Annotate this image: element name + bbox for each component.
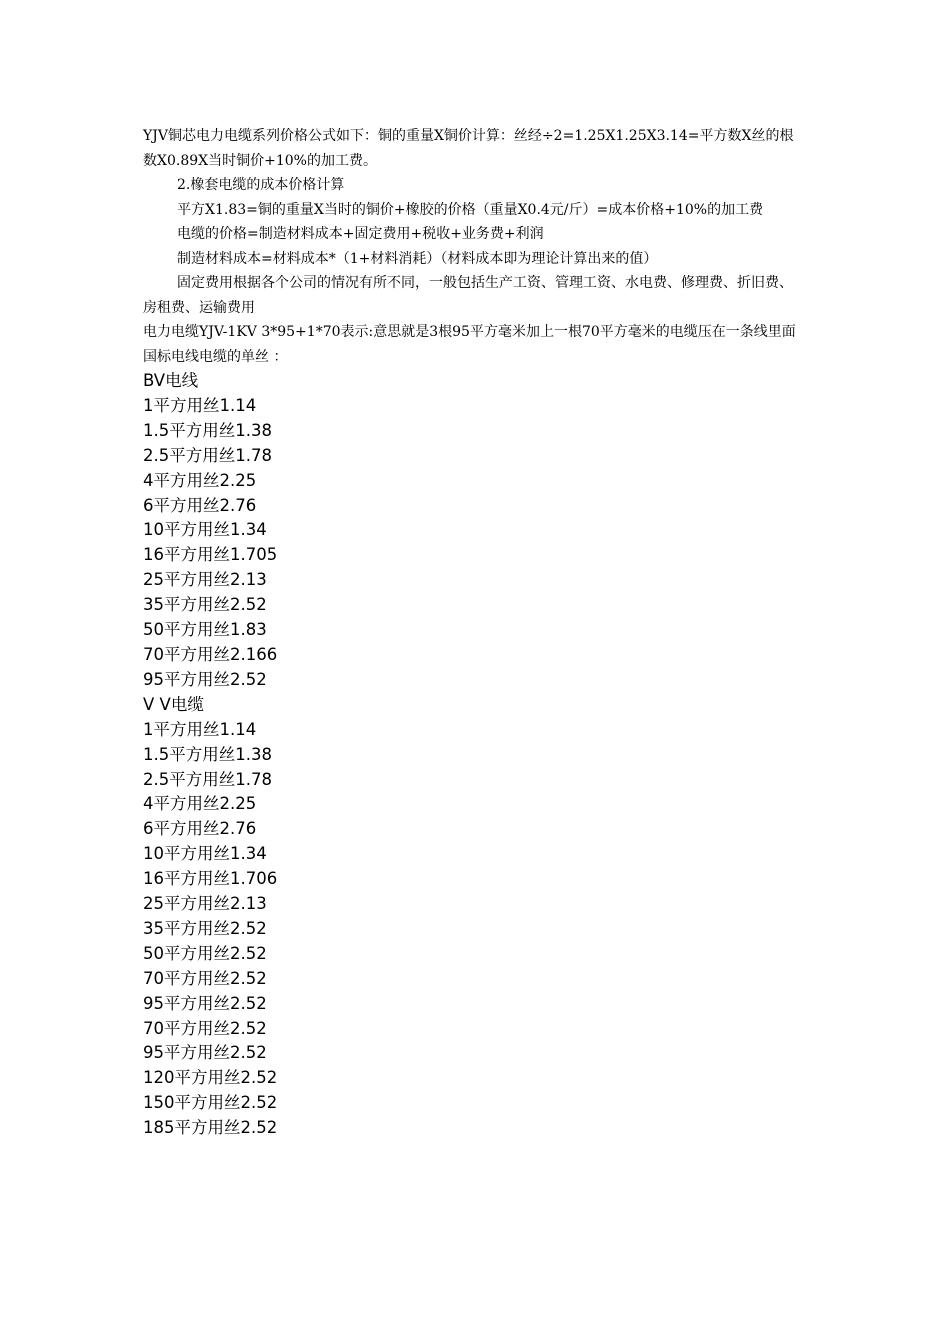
- vv-cable-item: 95平方用丝2.52: [143, 1043, 267, 1063]
- vv-cable-item: 35平方用丝2.52: [143, 918, 267, 938]
- yjv-price-formula: YJV铜芯电力电缆系列价格公式如下：铜的重量X铜价计算：丝经÷2=1.25X1.25X3.14=平方数X丝的根数X0.89X当时铜价+10%的加工费。: [143, 128, 794, 169]
- bv-wire-item: 50平方用丝1.83: [143, 620, 267, 640]
- bv-wire-item: 1平方用丝1.14: [143, 395, 257, 415]
- bv-wire-item: 4平方用丝2.25: [143, 470, 257, 490]
- bv-wire-item: 10平方用丝1.34: [143, 520, 267, 540]
- vv-cable-heading: V V电缆: [143, 694, 204, 714]
- vv-cable-item: 150平方用丝2.52: [143, 1093, 278, 1113]
- vv-cable-item: 95平方用丝2.52: [143, 993, 267, 1013]
- document-page: [143, 124, 803, 1141]
- bv-wire-item: 25平方用丝2.13: [143, 570, 267, 590]
- vv-cable-item: 185平方用丝2.52: [143, 1118, 278, 1138]
- vv-cable-item: 70平方用丝2.52: [143, 968, 267, 988]
- vv-cable-item: 50平方用丝2.52: [143, 943, 267, 963]
- vv-cable-item: 25平方用丝2.13: [143, 894, 267, 914]
- rubber-cable-formula: 平方X1.83=铜的重量X当时的铜价+橡胶的价格（重量X0.4元/斤）=成本价格+10%的加工费: [177, 201, 764, 218]
- bv-wire-item: 70平方用丝2.166: [143, 644, 278, 664]
- bv-wire-list: [143, 394, 803, 693]
- vv-cable-item: 4平方用丝2.25: [143, 794, 257, 814]
- bv-wire-item: 16平方用丝1.705: [143, 545, 278, 565]
- vv-cable-list: [143, 718, 803, 1141]
- vv-cable-item: 1平方用丝1.14: [143, 719, 257, 739]
- rubber-cable-title: 2.橡套电缆的成本价格计算: [177, 177, 345, 193]
- bv-wire-item: 2.5平方用丝1.78: [143, 445, 272, 465]
- material-cost-formula: 制造材料成本=材料成本*（1+材料消耗）（材料成本即为理论计算出来的值）: [177, 250, 658, 267]
- standard-wire-intro: 国标电线电缆的单丝 ：: [143, 348, 288, 365]
- bv-wire-item: 1.5平方用丝1.38: [143, 420, 272, 440]
- vv-cable-item: 120平方用丝2.52: [143, 1068, 278, 1088]
- bv-wire-item: 95平方用丝2.52: [143, 669, 267, 689]
- vv-cable-item: 16平方用丝1.706: [143, 869, 278, 889]
- vv-cable-item: 10平方用丝1.34: [143, 844, 267, 864]
- vv-cable-item: 2.5平方用丝1.78: [143, 769, 272, 789]
- vv-cable-item: 70平方用丝2.52: [143, 1018, 267, 1038]
- cable-price-formula: 电缆的价格=制造材料成本+固定费用+税收+业务费+利润: [177, 226, 544, 242]
- yjv-model-meaning: 电力电缆YJV-1KV 3*95+1*70表示:意思就是3根95平方毫米加上一根70平方毫米的电缆压在一条线里面: [143, 324, 796, 340]
- fixed-cost-description: 固定费用根据各个公司的情况有所不同，一般包括生产工资、管理工资、水电费、修理费、折旧费、房租费、运输费用: [143, 275, 793, 316]
- bv-wire-item: 35平方用丝2.52: [143, 595, 267, 615]
- bv-wire-heading: BV电线: [143, 371, 199, 390]
- bv-wire-item: 6平方用丝2.76: [143, 495, 257, 515]
- vv-cable-item: 6平方用丝2.76: [143, 819, 257, 839]
- vv-cable-item: 1.5平方用丝1.38: [143, 744, 272, 764]
